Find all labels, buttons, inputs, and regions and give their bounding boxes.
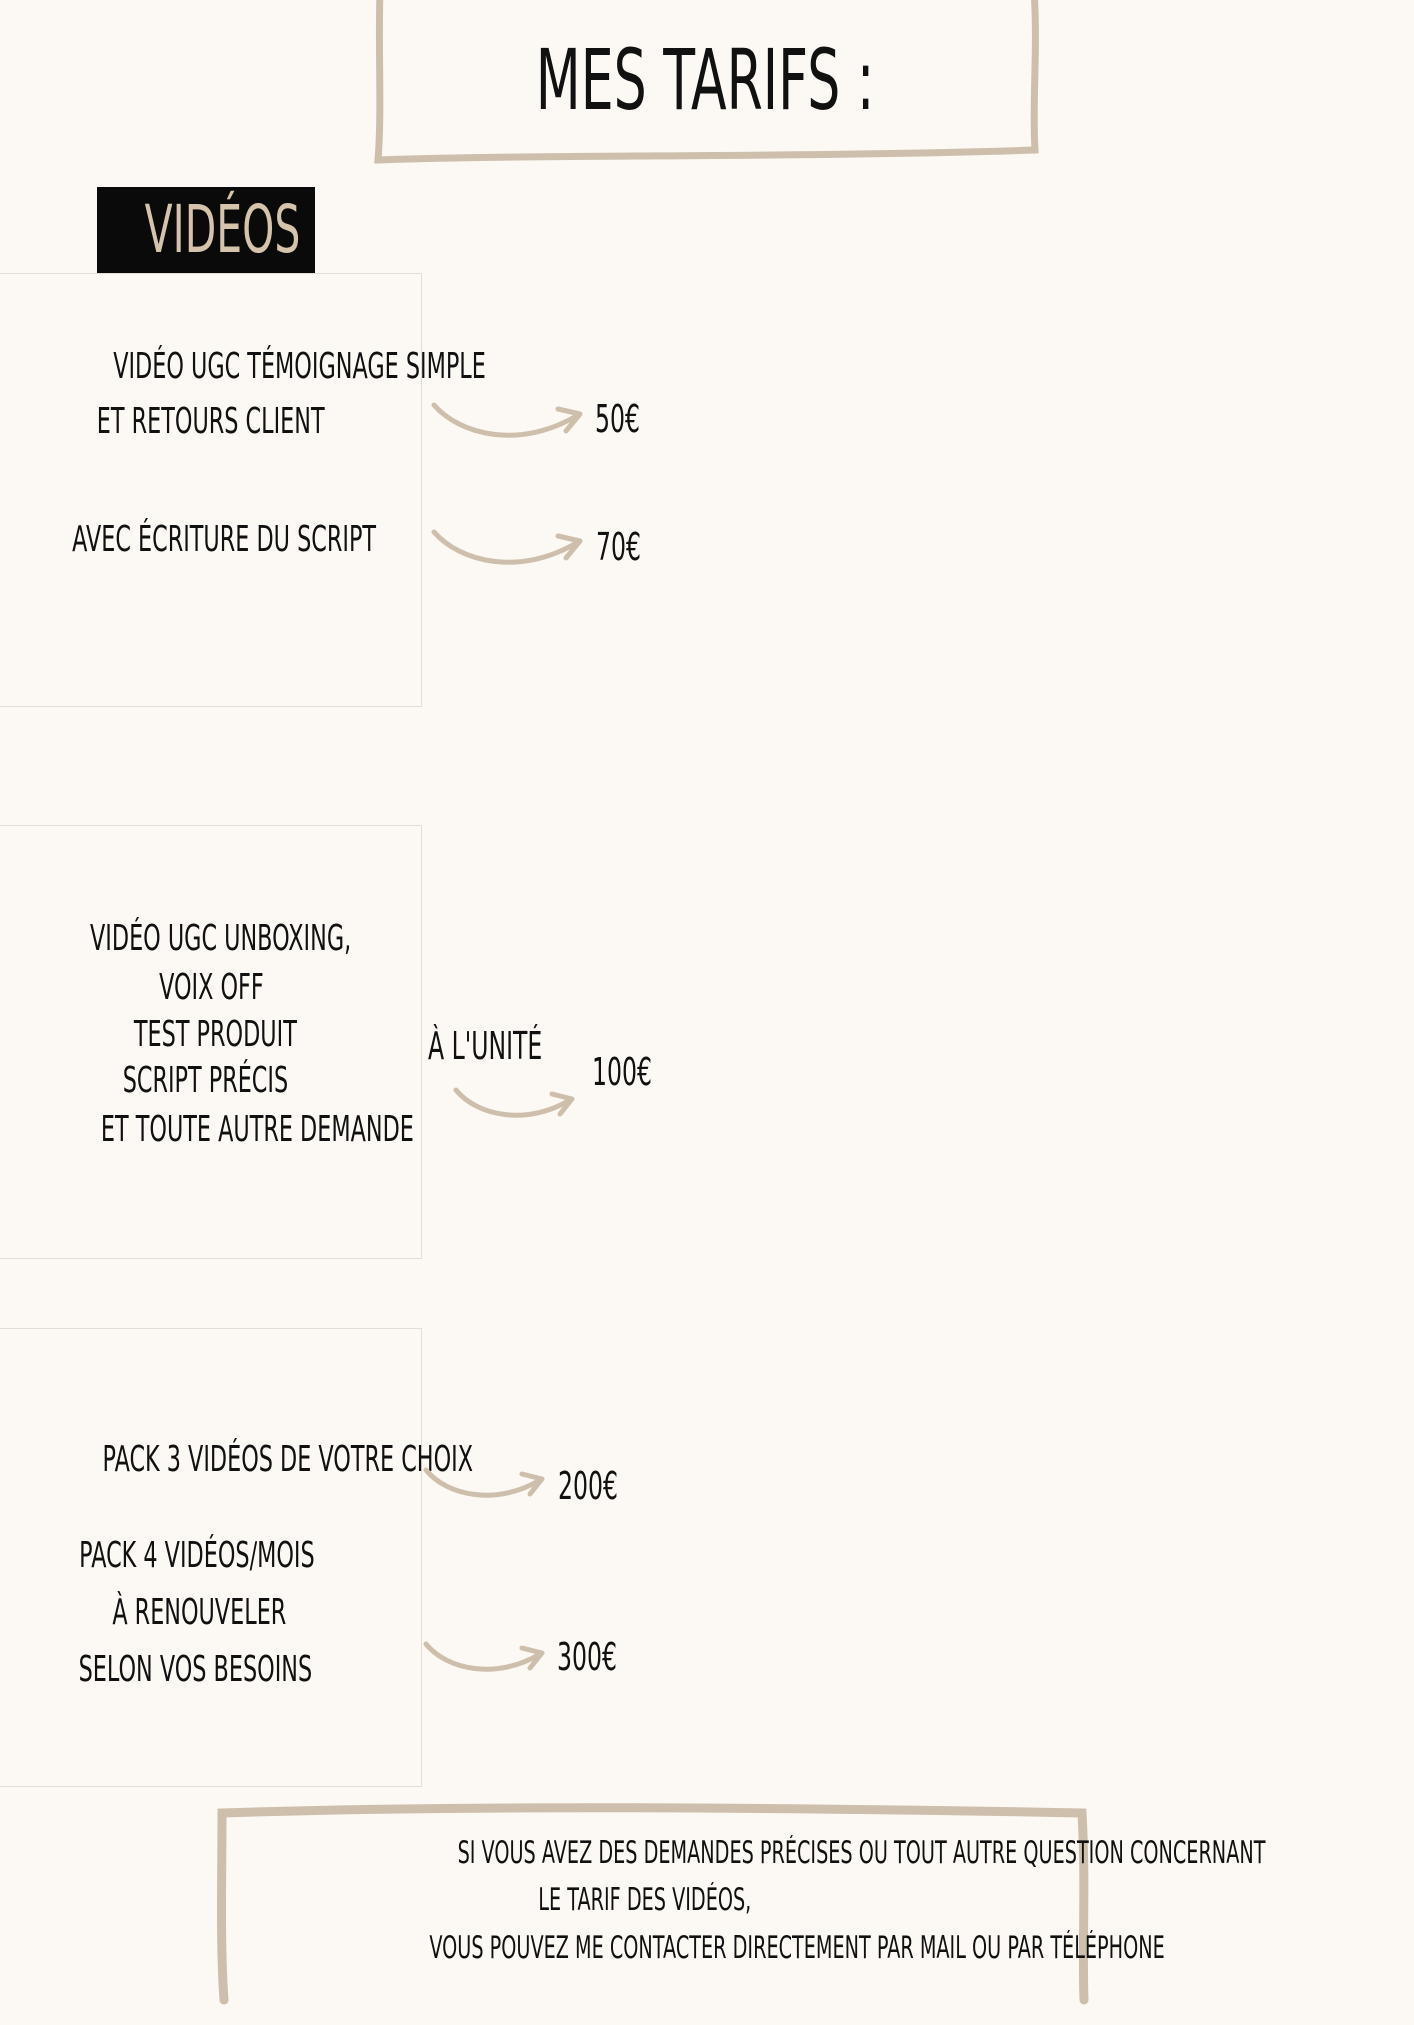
price-pack-3: 200€ (558, 1464, 618, 1508)
arrow-right-icon (430, 395, 590, 465)
arrow-right-icon (422, 1462, 552, 1522)
note-line: SI VOUS AVEZ DES DEMANDES PRÉCISES OU TOUT AUTRE QUESTION CONCERNANT (457, 1835, 1266, 1871)
card-line: AVEC ÉCRITURE DU SCRIPT (72, 519, 377, 560)
card-line: ET TOUTE AUTRE DEMANDE (100, 1109, 414, 1150)
page-title: MES TARIFS : (535, 31, 875, 129)
card-line: VOIX OFF (158, 967, 264, 1008)
pricing-card-packs (0, 1328, 474, 1787)
pricing-card-testimonial (0, 273, 486, 707)
card-line: ET RETOURS CLIENT (97, 401, 325, 442)
card-line: VIDÉO UGC UNBOXING, (90, 918, 352, 959)
card-line: SCRIPT PRÉCIS (122, 1060, 288, 1101)
pricing-card-unboxing (0, 825, 422, 1259)
card-line: TEST PRODUIT (133, 1014, 297, 1055)
unit-label: À L'UNITÉ (428, 1024, 543, 1068)
section-label-videos: VIDÉOS (97, 187, 315, 273)
price-pack-4: 300€ (557, 1635, 617, 1679)
card-line: SELON VOS BESOINS (78, 1649, 312, 1690)
card-line: PACK 3 VIDÉOS DE VOTRE CHOIX (102, 1439, 474, 1480)
arrow-right-icon (430, 522, 590, 592)
arrow-right-icon (422, 1636, 552, 1696)
card-line: VIDÉO UGC TÉMOIGNAGE SIMPLE (113, 346, 486, 387)
note-line: LE TARIF DES VIDÉOS, (538, 1882, 752, 1918)
card-line: À RENOUVELER (111, 1592, 286, 1633)
price-testimonial: 50€ (595, 397, 640, 441)
price-unboxing: 100€ (592, 1050, 652, 1094)
arrow-right-icon (452, 1082, 582, 1142)
card-line: PACK 4 VIDÉOS/MOIS (79, 1535, 315, 1576)
note-line: VOUS POUVEZ ME CONTACTER DIRECTEMENT PAR MAIL OU PAR TÉLÉPHONE (429, 1930, 1165, 1966)
price-with-script: 70€ (596, 525, 641, 569)
